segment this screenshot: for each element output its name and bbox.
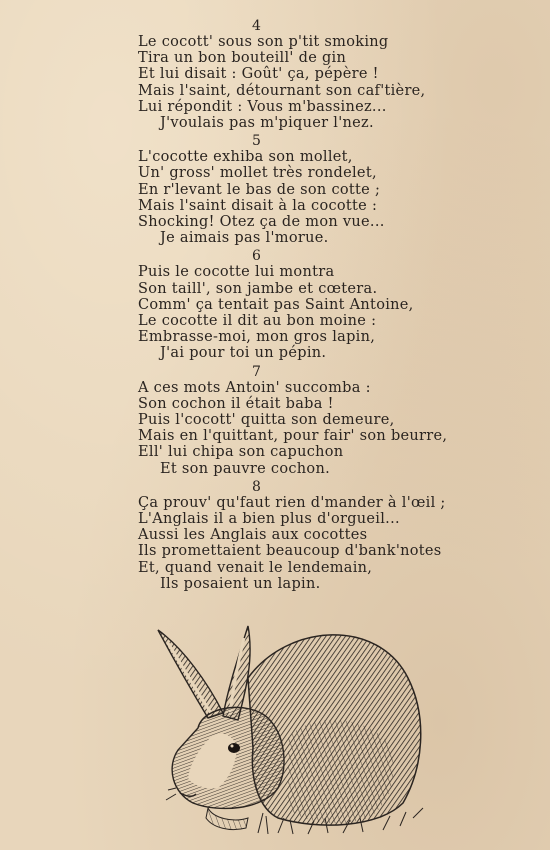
verse-line: Le cocotte il dit au bon moine :	[138, 313, 377, 330]
verse-line: Un' gross' mollet très rondelet,	[138, 165, 377, 182]
verse-line: Comm' ça tentait pas Saint Antoine,	[138, 296, 414, 313]
verse-refrain-line: Je aimais pas l'morue.	[160, 230, 329, 247]
verse-line: Mais l'saint, détournant son caf'tière,	[138, 82, 426, 99]
stanza-7	[138, 363, 448, 477]
verse-line: Mais l'saint disait à la cocotte :	[138, 197, 378, 214]
poem-text	[138, 18, 448, 594]
verse-line: Le cocott' sous son p'tit smoking	[138, 34, 389, 50]
verse-line: En r'levant le bas de son cotte ;	[138, 181, 381, 198]
stanza-number: 4	[252, 18, 262, 34]
stanza-4	[138, 18, 438, 131]
stanza-number: 7	[252, 363, 262, 380]
stanza-8	[138, 478, 446, 592]
verse-line: L'Anglais il a bien plus d'orgueil...	[138, 511, 400, 528]
verse-line: Puis l'cocott' quitta son demeure,	[138, 412, 395, 429]
verse-refrain-line: Et son pauvre cochon.	[160, 460, 331, 477]
verse-line: Ils promettaient beaucoup d'bank'notes	[138, 543, 442, 560]
stanza-6	[138, 248, 438, 361]
verse-line: Shocking! Otez ça de mon vue...	[138, 214, 385, 231]
stanza-number: 8	[252, 478, 262, 495]
verse-line: Ell' lui chipa son capuchon	[138, 444, 344, 461]
rabbit-illustration	[138, 618, 428, 840]
verse-line: Son taill', son jambe et cœtera.	[138, 280, 378, 297]
stanza-number: 6	[252, 248, 262, 265]
verse-line: L'cocotte exhiba son mollet,	[138, 149, 353, 166]
stanza-number: 5	[252, 133, 262, 150]
verse-line: Mais en l'quittant, pour fair' son beurre,	[138, 428, 448, 445]
stanza-5	[138, 133, 438, 246]
verse-line: Tira un bon bouteill' de gin	[138, 50, 347, 67]
verse-refrain-line: J'voulais pas m'piquer l'nez.	[160, 115, 374, 132]
rabbit-icon	[138, 618, 428, 840]
verse-line: A ces mots Antoin' succomba :	[138, 379, 371, 396]
verse-refrain-line: Ils posaient un lapin.	[160, 575, 321, 592]
verse-line: Et, quand venait le lendemain,	[138, 559, 373, 576]
verse-line: Aussi les Anglais aux cocottes	[138, 527, 368, 544]
verse-line: Lui répondit : Vous m'bassinez...	[138, 98, 387, 115]
verse-line: Son cochon il était baba !	[138, 395, 334, 412]
verse-line: Ça prouv' qu'faut rien d'mander à l'œil ;	[138, 494, 446, 511]
verse-line: Embrasse-moi, mon gros lapin,	[138, 329, 376, 346]
verse-line: Et lui disait : Goût' ça, pépère !	[138, 66, 379, 83]
verse-refrain-line: J'ai pour toi un pépin.	[160, 345, 327, 362]
verse-line: Puis le cocotte lui montra	[138, 264, 335, 281]
